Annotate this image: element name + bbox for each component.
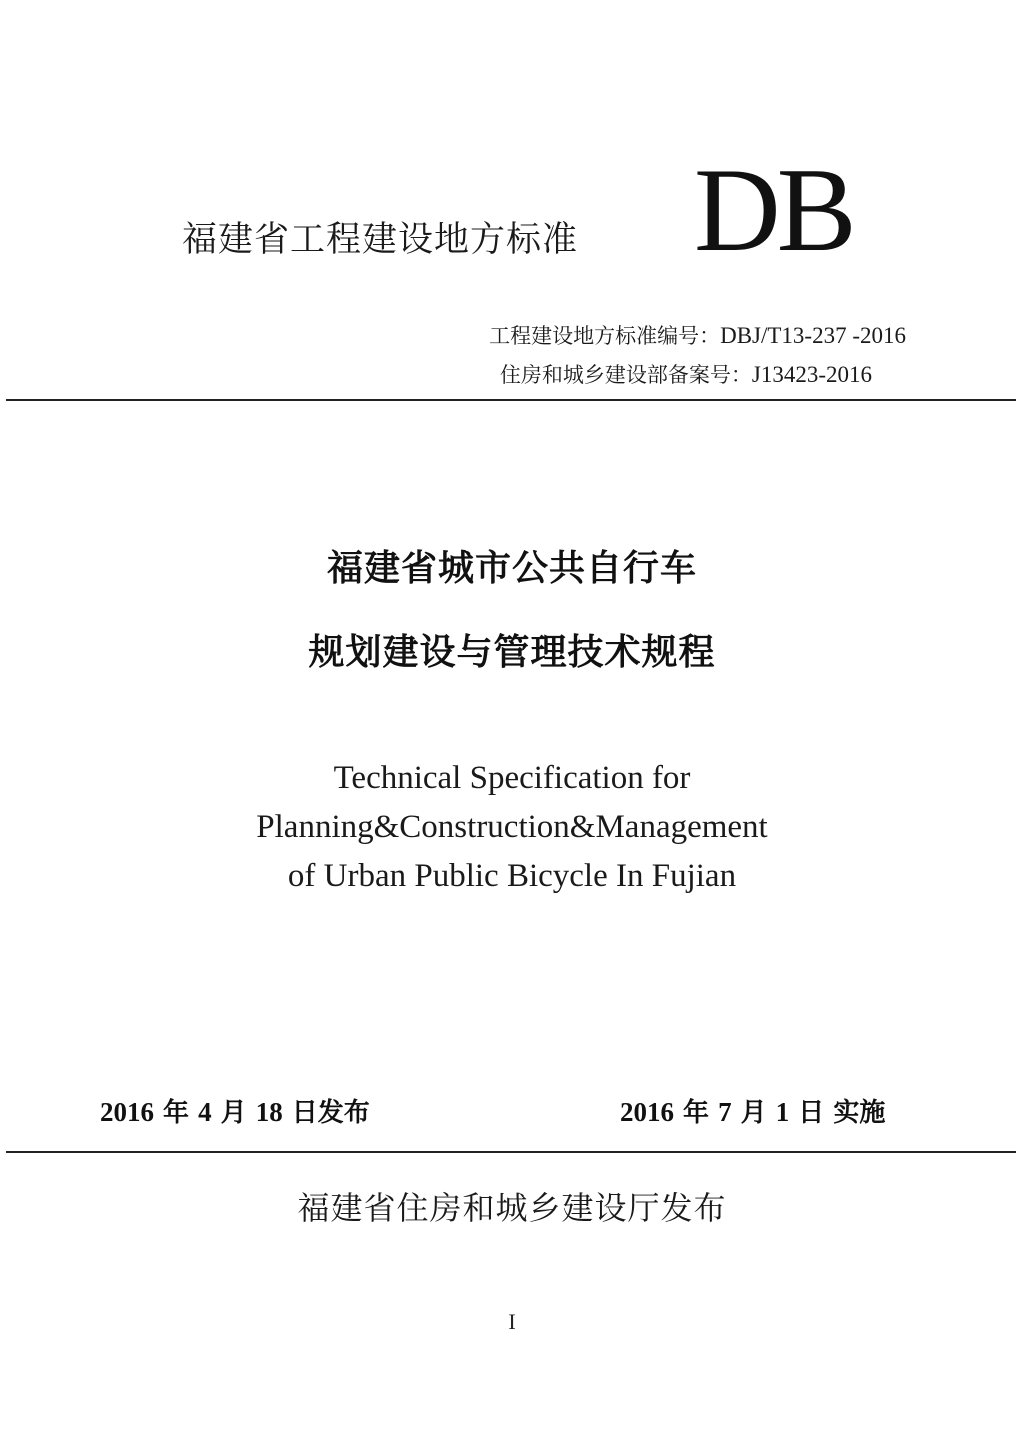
implement-day-unit: 日 实施 xyxy=(789,1098,886,1128)
english-title-line-2: Planning&Construction&Management xyxy=(256,809,768,845)
issue-month-unit: 月 xyxy=(211,1098,256,1128)
standard-number-value: DBJ/T13-237 -2016 xyxy=(720,323,906,348)
page-number: I xyxy=(508,1309,516,1334)
bottom-divider xyxy=(6,1151,1016,1153)
issue-year: 2016 xyxy=(100,1097,154,1127)
record-number-line xyxy=(500,359,872,389)
db-standard-mark: DB xyxy=(694,143,853,276)
issue-day-unit: 日发布 xyxy=(282,1098,370,1128)
standard-number-line xyxy=(489,320,906,350)
chinese-title-line-1: 福建省城市公共自行车 xyxy=(326,548,697,589)
issue-day: 18 xyxy=(255,1097,283,1127)
issue-date xyxy=(100,1092,370,1129)
english-title-line-3: of Urban Public Bicycle In Fujian xyxy=(287,858,737,894)
english-title-line-1: Technical Specification for xyxy=(333,760,691,796)
record-number-label: 住房和城乡建设部备案号： xyxy=(499,363,752,387)
header-title: 福建省工程建设地方标准 xyxy=(182,220,579,260)
top-divider xyxy=(6,399,1016,401)
issue-year-unit: 年 xyxy=(154,1098,199,1128)
implement-year-unit: 年 xyxy=(674,1098,719,1128)
chinese-title-line-2: 规划建设与管理技术规程 xyxy=(308,632,716,673)
publisher: 福建省住房和城乡建设厅发布 xyxy=(297,1189,727,1227)
implementation-date xyxy=(620,1092,885,1129)
implement-month-unit: 月 xyxy=(731,1098,776,1128)
implement-year: 2016 xyxy=(620,1097,674,1127)
record-number-value: J13423-2016 xyxy=(751,362,872,387)
standard-number-label: 工程建设地方标准编号： xyxy=(489,324,721,348)
issue-month: 4 xyxy=(198,1097,212,1127)
implement-month: 7 xyxy=(718,1097,732,1127)
implement-day: 1 xyxy=(775,1097,790,1127)
